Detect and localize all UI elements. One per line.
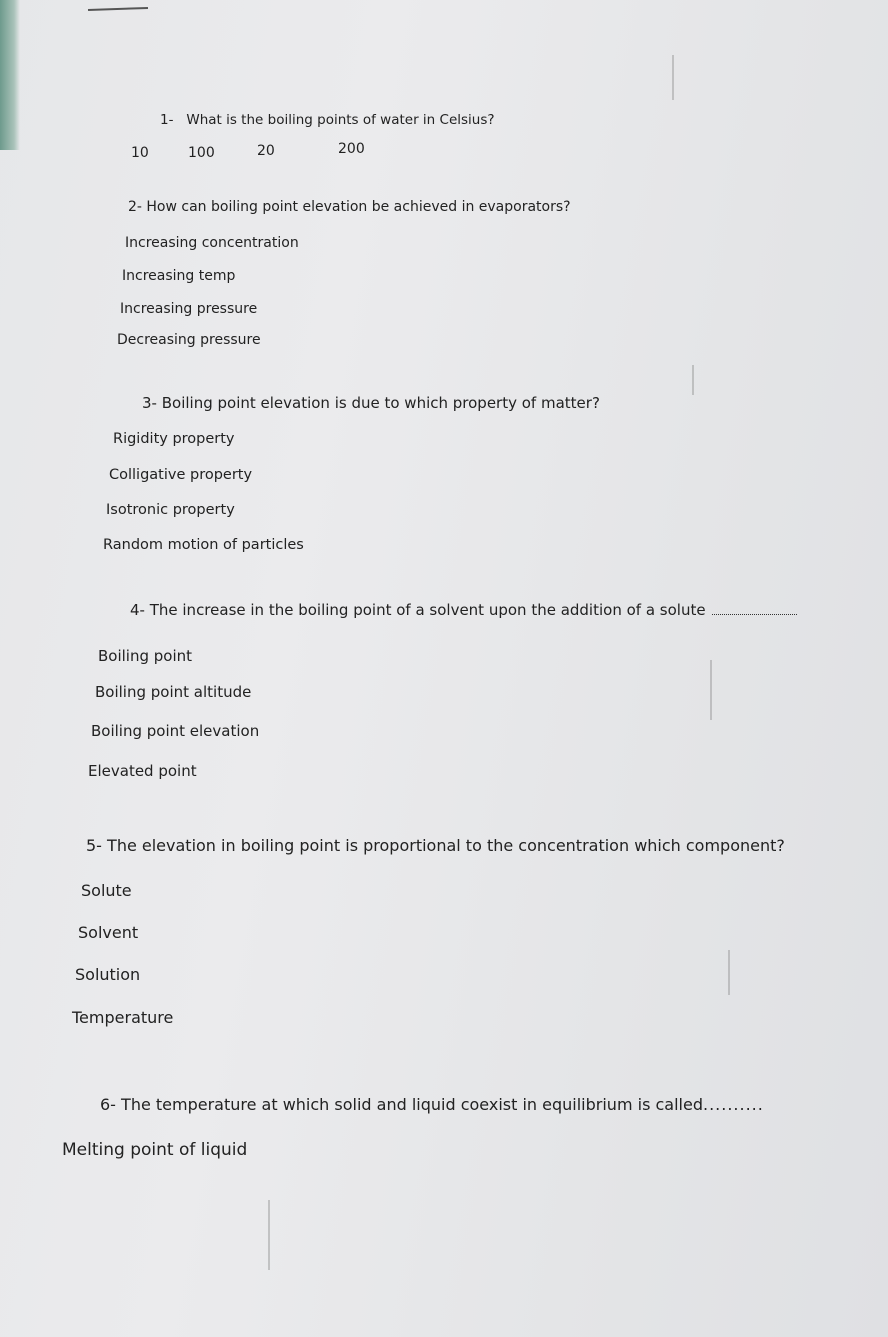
option-3a: Rigidity property: [113, 431, 235, 447]
question-2-text: 2- How can boiling point elevation be achieved in evaporators?: [128, 199, 571, 215]
option-4b: Boiling point altitude: [95, 683, 252, 701]
option-1b: 100: [188, 145, 215, 161]
option-2c: Increasing pressure: [120, 301, 258, 317]
option-3b: Colligative property: [109, 467, 253, 483]
question-1-text: What is the boiling points of water in Celsius?: [186, 112, 495, 128]
option-4a: Boiling point: [98, 647, 193, 665]
option-3d: Random motion of particles: [103, 537, 304, 553]
option-4c: Boiling point elevation: [91, 722, 260, 740]
option-5b: Solvent: [78, 923, 139, 942]
paper-crease: [268, 1200, 270, 1270]
question-1-number: 1-: [160, 112, 174, 128]
answer-blank: [712, 614, 797, 615]
question-6-text: 6- The temperature at which solid and liquid coexist in equilibrium is called: [100, 1095, 703, 1114]
paper-crease: [692, 365, 694, 395]
paper-crease: [672, 55, 674, 100]
question-4-text: 4- The increase in the boiling point of a solvent upon the addition of a solute: [130, 601, 706, 619]
paper-edge-shadow: [0, 0, 20, 150]
option-1d: 200: [338, 141, 365, 157]
option-5c: Solution: [75, 965, 141, 984]
question-1: [160, 112, 495, 128]
option-5d: Temperature: [72, 1008, 174, 1027]
question-3-text: 3- Boiling point elevation is due to which property of matter?: [142, 394, 600, 412]
option-2d: Decreasing pressure: [117, 332, 261, 348]
option-3c: Isotronic property: [106, 502, 235, 518]
option-2a: Increasing concentration: [125, 235, 299, 251]
option-1a: 10: [131, 145, 149, 161]
option-2b: Increasing temp: [122, 268, 236, 284]
question-6: [100, 1095, 764, 1114]
answer-dots: ..........: [702, 1095, 764, 1114]
option-1c: 20: [257, 143, 275, 159]
option-6a: Melting point of liquid: [62, 1140, 248, 1160]
pen-mark: [88, 7, 148, 11]
paper-crease: [728, 950, 730, 995]
paper-crease: [710, 660, 712, 720]
question-4: [130, 601, 797, 619]
option-4d: Elevated point: [88, 762, 197, 780]
question-5-text: 5- The elevation in boiling point is proportional to the concentration which component?: [86, 836, 785, 855]
option-5a: Solute: [81, 881, 132, 900]
